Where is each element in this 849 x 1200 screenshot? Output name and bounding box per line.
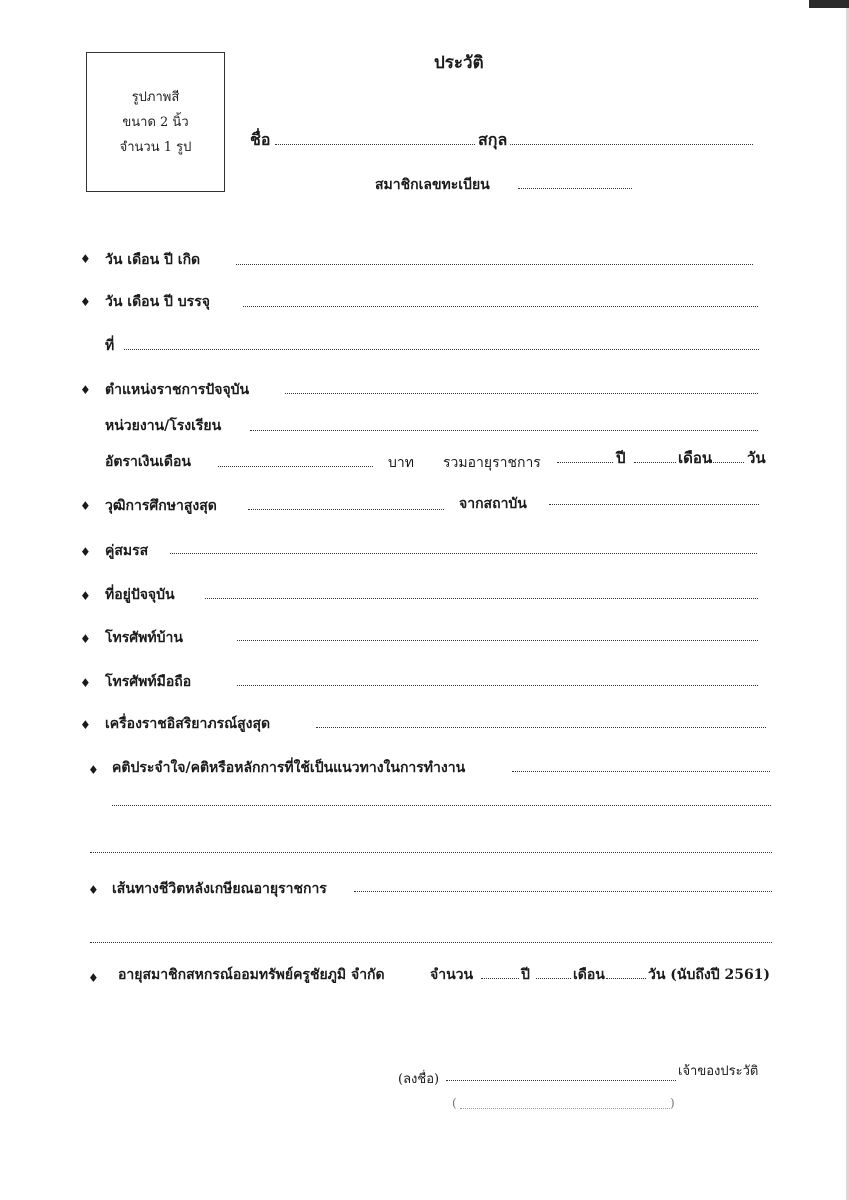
at-field[interactable]	[124, 349, 759, 350]
as-of-label: วัน (นับถึงปี 2561)	[648, 967, 771, 983]
membership-years-field[interactable]	[481, 978, 519, 979]
membership-days-field[interactable]	[606, 978, 646, 979]
highest-education-field[interactable]	[248, 509, 444, 510]
membership-months-field[interactable]	[536, 978, 571, 979]
spouse-label: คู่สมรส	[105, 543, 149, 559]
birth-date-field[interactable]	[236, 264, 753, 265]
name-label: ชื่อ	[250, 130, 271, 149]
motto-field-line-2[interactable]	[112, 805, 771, 806]
service-years-field[interactable]	[557, 462, 613, 463]
appointment-date-label: วัน เดือน ปี บรรจุ	[105, 294, 210, 310]
photo-placeholder-box[interactable]	[86, 52, 225, 192]
sign-label: (ลงชื่อ)	[398, 1072, 440, 1087]
photo-box-line-1: รูปภาพสี	[131, 89, 180, 105]
spouse-field[interactable]	[170, 553, 757, 554]
member-no-field[interactable]	[518, 188, 632, 189]
current-address-label: ที่อยู่ปัจจุบัน	[105, 587, 175, 603]
paren-close: )	[670, 1096, 675, 1110]
motto-label: คติประจำใจ/คติหรือหลักการที่ใช้เป็นแนวทางในการทำงาน	[112, 760, 466, 776]
agency-school-label: หน่วยงาน/โรงเรียน	[105, 418, 222, 434]
home-phone-label: โทรศัพท์บ้าน	[105, 630, 183, 646]
salary-field[interactable]	[218, 466, 373, 467]
birth-date-label: วัน เดือน ปี เกิด	[105, 252, 201, 268]
owner-label: เจ้าของประวัติ	[678, 1064, 759, 1079]
year-label: ปี	[616, 449, 626, 467]
signature-field[interactable]	[446, 1080, 676, 1081]
bullet-icon: ♦	[80, 676, 91, 690]
bullet-icon: ♦	[88, 883, 99, 897]
bullet-icon: ♦	[80, 295, 91, 309]
name-field[interactable]	[275, 144, 475, 145]
from-institution-label: จากสถาบัน	[459, 496, 527, 512]
membership-year-label: ปี	[521, 967, 530, 983]
total-service-label: รวมอายุราชการ	[443, 455, 541, 471]
member-no-label: สมาชิกเลขทะเบียน	[375, 177, 490, 193]
bullet-icon: ♦	[88, 971, 99, 985]
service-days-field[interactable]	[704, 462, 744, 463]
photo-box-line-3: จำนวน 1 รูป	[119, 139, 192, 155]
highest-education-label: วุฒิการศึกษาสูงสุด	[105, 498, 217, 514]
home-phone-field[interactable]	[237, 640, 758, 641]
day-label: วัน	[747, 449, 766, 467]
agency-school-field[interactable]	[250, 430, 758, 431]
post-retirement-field-line-2[interactable]	[90, 942, 772, 943]
highest-decoration-field[interactable]	[316, 727, 766, 728]
count-label: จำนวน	[430, 967, 474, 983]
bullet-icon: ♦	[80, 589, 91, 603]
baht-label: บาท	[388, 455, 414, 471]
mobile-phone-label: โทรศัพท์มือถือ	[105, 674, 192, 690]
current-address-field[interactable]	[205, 598, 758, 599]
surname-field[interactable]	[510, 144, 753, 145]
page-title: ประวัติ	[434, 53, 484, 73]
mobile-phone-field[interactable]	[237, 685, 758, 686]
paren-open: (	[452, 1096, 457, 1110]
current-position-field[interactable]	[285, 393, 758, 394]
membership-duration-label: อายุสมาชิกสหกรณ์ออมทรัพย์ครูชัยภูมิ จำกัด	[118, 967, 385, 983]
bullet-icon: ♦	[80, 499, 91, 513]
service-months-field[interactable]	[634, 462, 676, 463]
membership-month-label: เดือน	[573, 967, 605, 983]
post-retirement-label: เส้นทางชีวิตหลังเกษียณอายุราชการ	[112, 881, 327, 897]
institution-field[interactable]	[549, 504, 759, 505]
highest-decoration-label: เครื่องราชอิสริยาภรณ์สูงสุด	[105, 716, 271, 732]
printed-name-field[interactable]	[460, 1108, 670, 1109]
appointment-date-field[interactable]	[243, 306, 758, 307]
bullet-icon: ♦	[80, 545, 91, 559]
current-position-label: ตำแหน่งราชการปัจจุบัน	[105, 382, 250, 398]
month-label: เดือน	[678, 449, 713, 467]
motto-field-line-3[interactable]	[90, 852, 772, 853]
bullet-icon: ♦	[80, 632, 91, 646]
bullet-icon: ♦	[88, 763, 99, 777]
post-retirement-field-line-1[interactable]	[354, 891, 772, 892]
motto-field-line-1[interactable]	[512, 771, 770, 772]
salary-label: อัตราเงินเดือน	[105, 454, 191, 470]
bullet-icon: ♦	[80, 383, 91, 397]
at-label: ที่	[105, 338, 115, 354]
bullet-icon: ♦	[80, 252, 91, 266]
bullet-icon: ♦	[80, 718, 91, 732]
surname-label: สกุล	[478, 130, 508, 149]
photo-box-line-2: ขนาด 2 นิ้ว	[122, 114, 189, 130]
scan-edge-top	[809, 0, 849, 8]
